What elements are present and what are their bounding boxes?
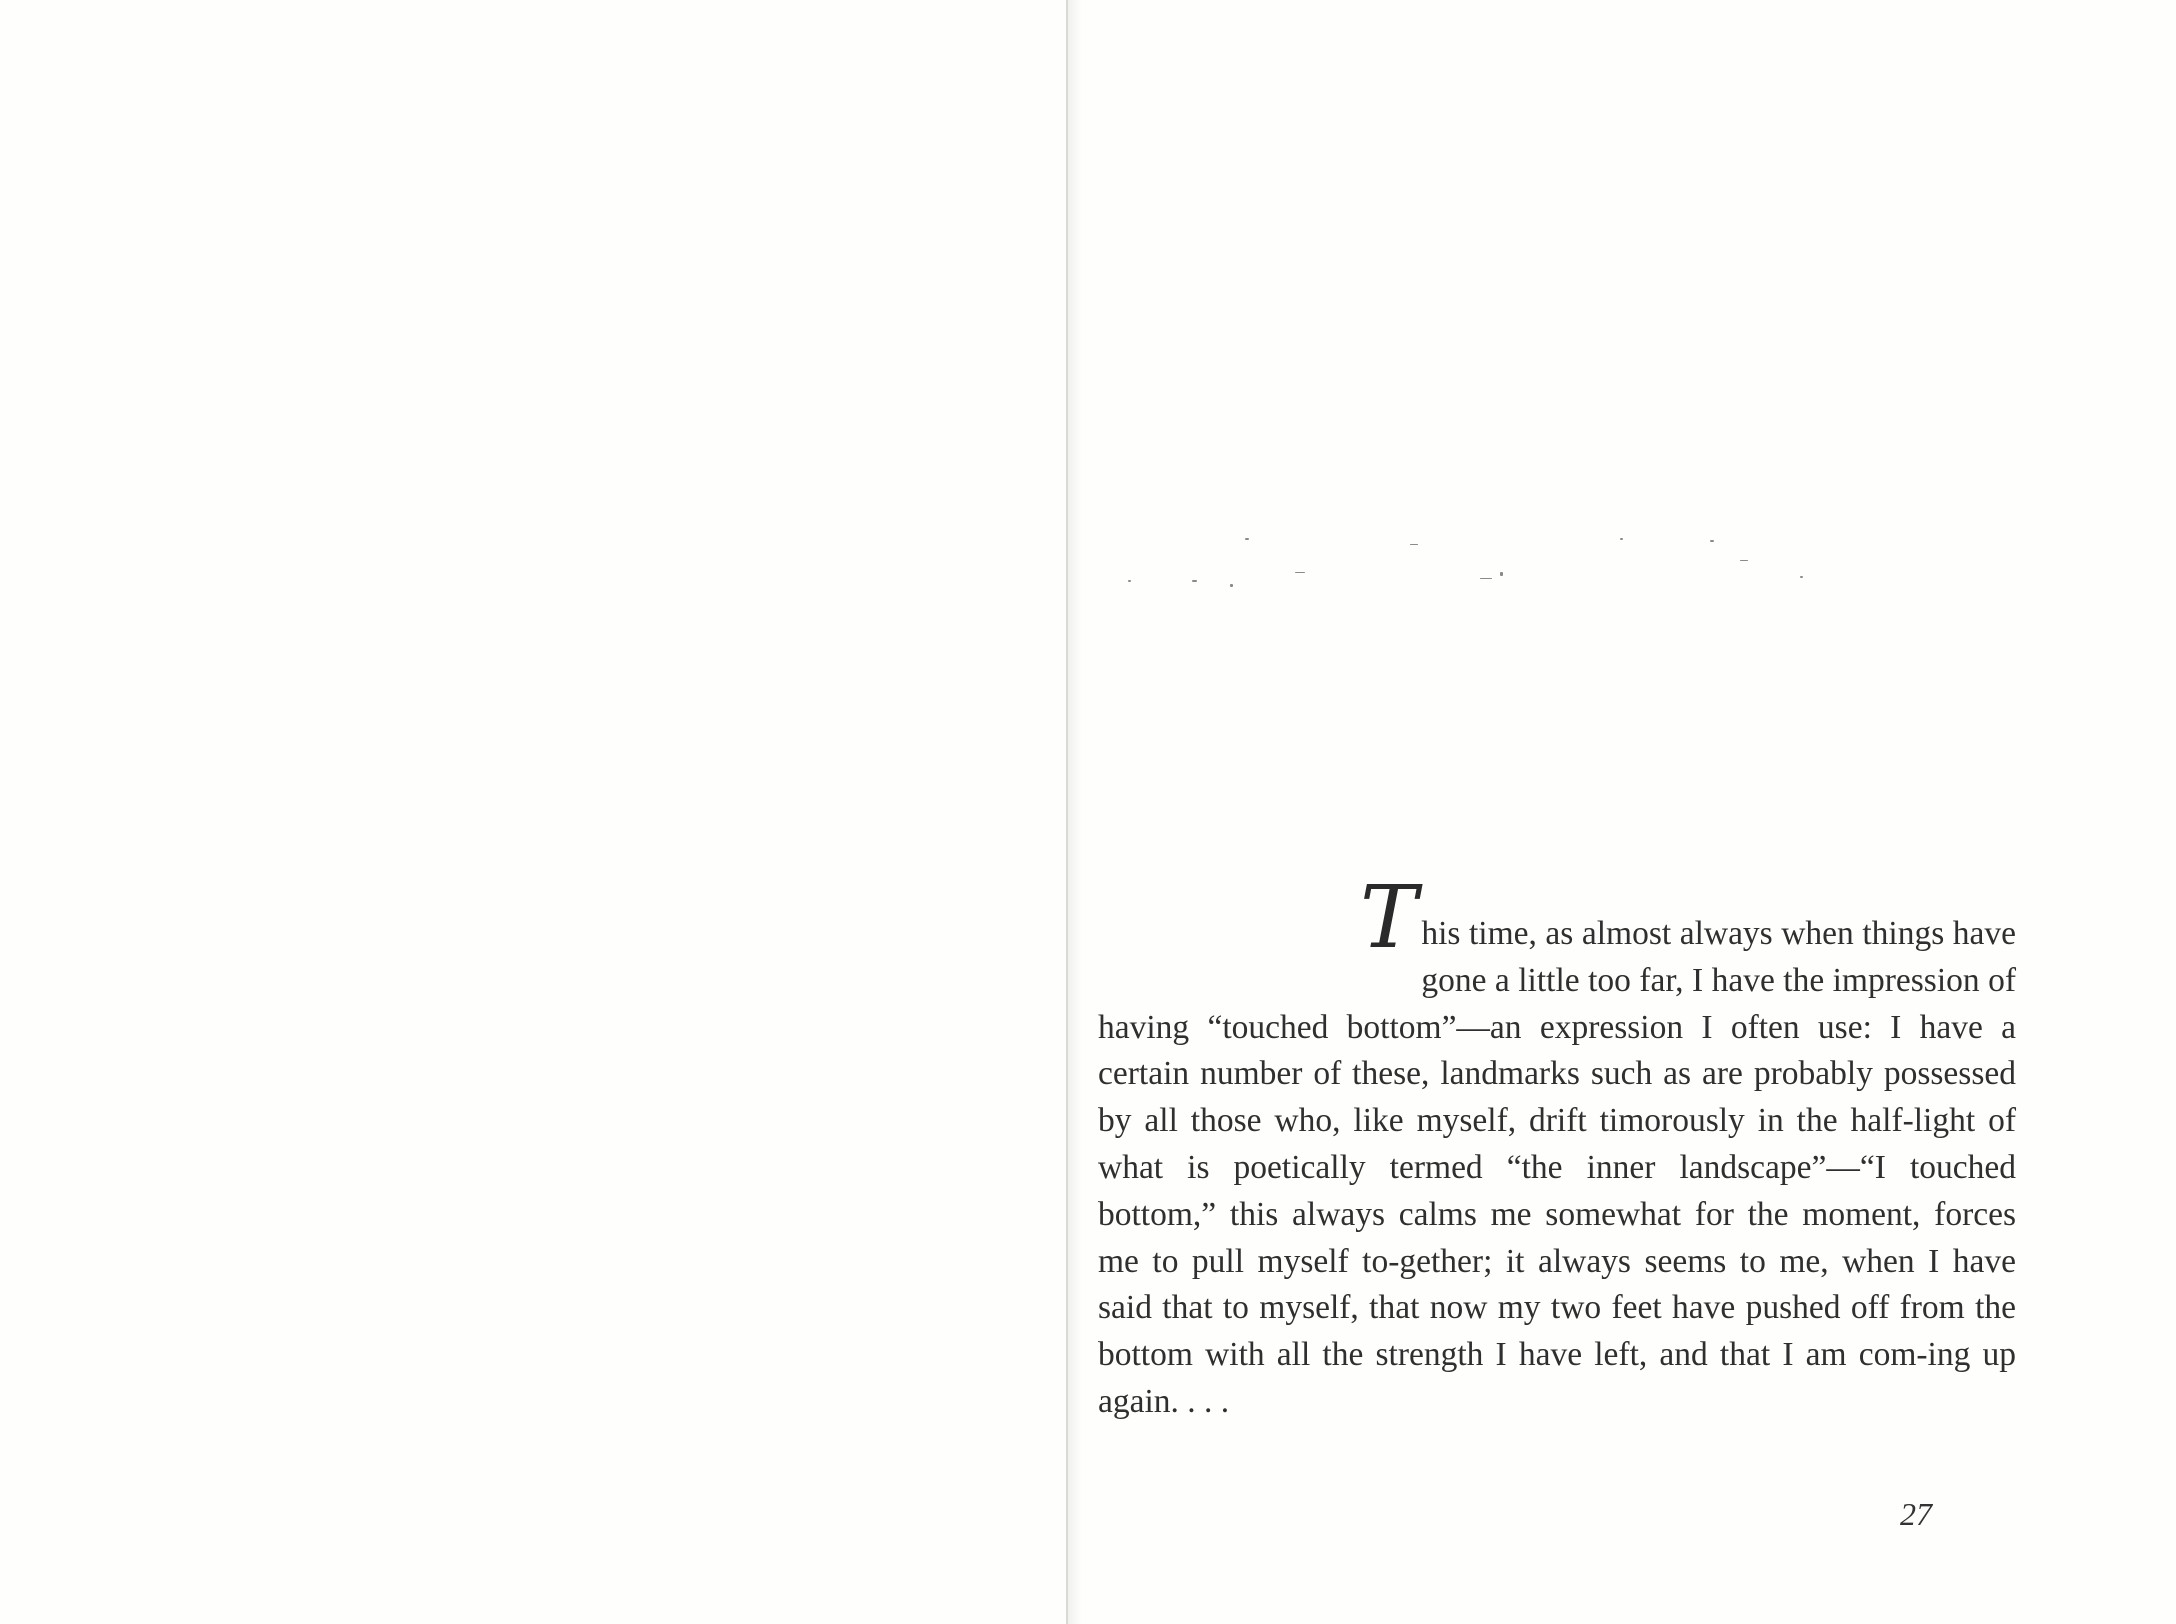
left-page-blank: [0, 0, 1067, 1624]
speck: [1128, 580, 1131, 582]
page-number: 27: [1900, 1496, 1932, 1532]
speck: [1500, 572, 1503, 576]
speck: [1800, 576, 1803, 578]
paragraph-text: his time, as almost always when things have gone a little too far, I have the impression of having “touched bottom”—an expression I often use: I have a certain number of these, landmarks such as are probably possessed by all those who, like myself, drift timorously in the half-light of what is poetically termed “the inner landscape”—“I touched bottom,” this always calms me somewhat for the moment, forces me to pull myself to-gether; it always seems to me, when I have said that to myself, that now my two feet have pushed off from the bottom with all the strength I have left, and that I am com-ing up again. . . .: [1098, 915, 2016, 1420]
speck: [1230, 584, 1233, 587]
speck: [1245, 538, 1249, 540]
speck: [1710, 540, 1714, 542]
speck: [1192, 580, 1197, 582]
body-paragraph: [1098, 868, 2016, 1426]
drop-cap: T: [1360, 868, 1418, 968]
speck: [1480, 578, 1492, 579]
speck: [1410, 544, 1418, 545]
speck: [1620, 538, 1623, 540]
drop-cap-spacer: [1098, 878, 2016, 911]
speck: [1740, 560, 1748, 561]
paper-specks: [1100, 520, 1820, 620]
speck: [1295, 572, 1305, 573]
